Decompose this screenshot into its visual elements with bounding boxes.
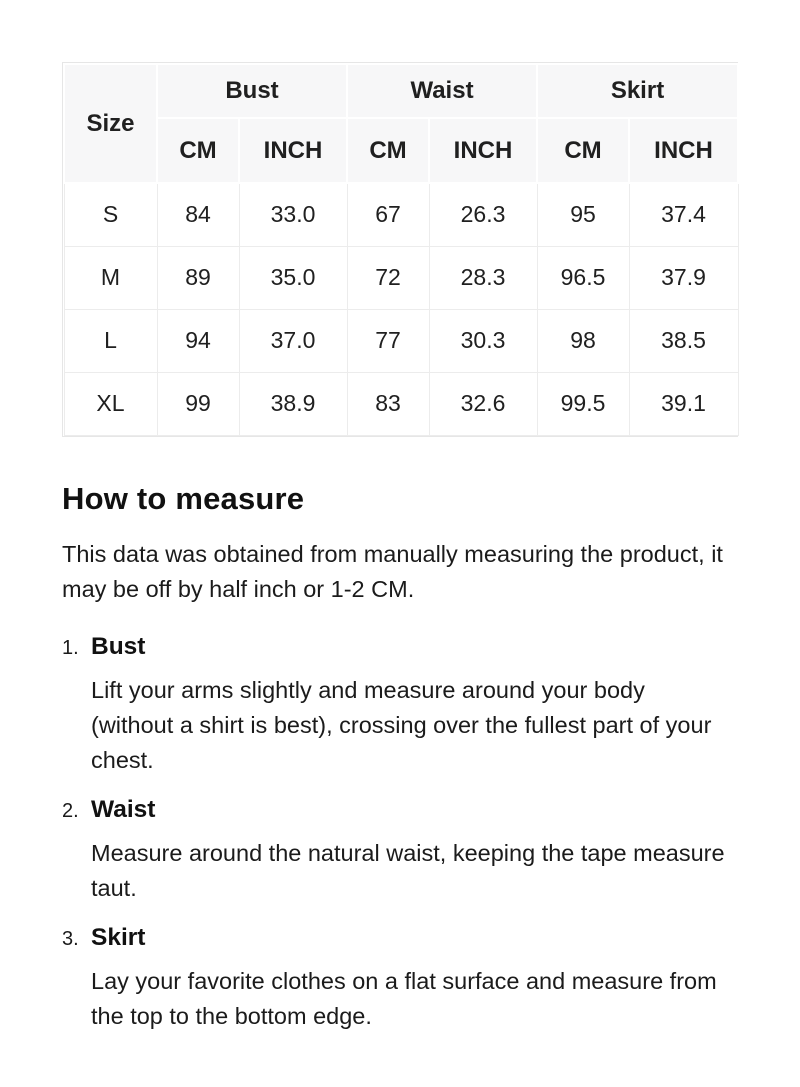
table-cell: 28.3 — [429, 246, 537, 309]
table-cell: 37.9 — [629, 246, 738, 309]
table-cell: 38.9 — [239, 372, 347, 435]
list-item — [62, 633, 738, 778]
list-item — [62, 924, 738, 1034]
table-cell: 38.5 — [629, 309, 738, 372]
table-row — [64, 372, 738, 435]
table-cell: 67 — [347, 183, 429, 246]
size-label: L — [64, 309, 157, 372]
step-number: 2. — [62, 799, 79, 822]
step-term: Waist — [91, 795, 156, 823]
column-header-skirt: Skirt — [537, 64, 738, 118]
table-cell: 94 — [157, 309, 239, 372]
table-cell: 83 — [347, 372, 429, 435]
subheader-skirt-inch: INCH — [629, 118, 738, 183]
table-cell: 77 — [347, 309, 429, 372]
table-cell: 30.3 — [429, 309, 537, 372]
subheader-skirt-cm: CM — [537, 118, 629, 183]
column-header-size: Size — [64, 64, 157, 183]
subheader-waist-inch: INCH — [429, 118, 537, 183]
how-to-measure-heading: How to measure — [62, 480, 305, 516]
table-cell: 84 — [157, 183, 239, 246]
table-row — [64, 246, 738, 309]
step-term: Bust — [91, 632, 146, 660]
step-heading — [62, 633, 738, 661]
step-description: Lift your arms slightly and measure around your body (without a shirt is best), crossing over the fullest part of your chest. — [91, 676, 712, 773]
step-number: 3. — [62, 927, 79, 950]
table-cell: 99 — [157, 372, 239, 435]
size-chart-table — [63, 63, 739, 436]
table-cell: 95 — [537, 183, 629, 246]
step-number: 1. — [62, 636, 79, 659]
list-item — [62, 796, 738, 906]
table-cell: 33.0 — [239, 183, 347, 246]
measure-intro-text: This data was obtained from manually measuring the product, it may be off by half inch or 1-2 CM. — [62, 540, 723, 602]
size-label: S — [64, 183, 157, 246]
measure-steps-list — [62, 633, 738, 1034]
table-cell: 37.4 — [629, 183, 738, 246]
table-cell: 98 — [537, 309, 629, 372]
subheader-bust-inch: INCH — [239, 118, 347, 183]
step-term: Skirt — [91, 923, 146, 951]
size-label: M — [64, 246, 157, 309]
table-cell: 72 — [347, 246, 429, 309]
step-description: Lay your favorite clothes on a flat surface and measure from the top to the bottom edge. — [91, 967, 717, 1029]
step-heading — [62, 924, 738, 952]
step-description: Measure around the natural waist, keeping the tape measure taut. — [91, 839, 725, 901]
table-row — [64, 309, 738, 372]
table-cell: 89 — [157, 246, 239, 309]
table-cell: 37.0 — [239, 309, 347, 372]
table-row — [64, 183, 738, 246]
column-header-bust: Bust — [157, 64, 347, 118]
table-cell: 39.1 — [629, 372, 738, 435]
table-cell: 26.3 — [429, 183, 537, 246]
table-cell: 96.5 — [537, 246, 629, 309]
column-header-waist: Waist — [347, 64, 537, 118]
table-cell: 35.0 — [239, 246, 347, 309]
size-label: XL — [64, 372, 157, 435]
table-cell: 32.6 — [429, 372, 537, 435]
subheader-bust-cm: CM — [157, 118, 239, 183]
table-cell: 99.5 — [537, 372, 629, 435]
size-chart-table-wrap — [62, 62, 738, 437]
step-heading — [62, 796, 738, 824]
subheader-waist-cm: CM — [347, 118, 429, 183]
